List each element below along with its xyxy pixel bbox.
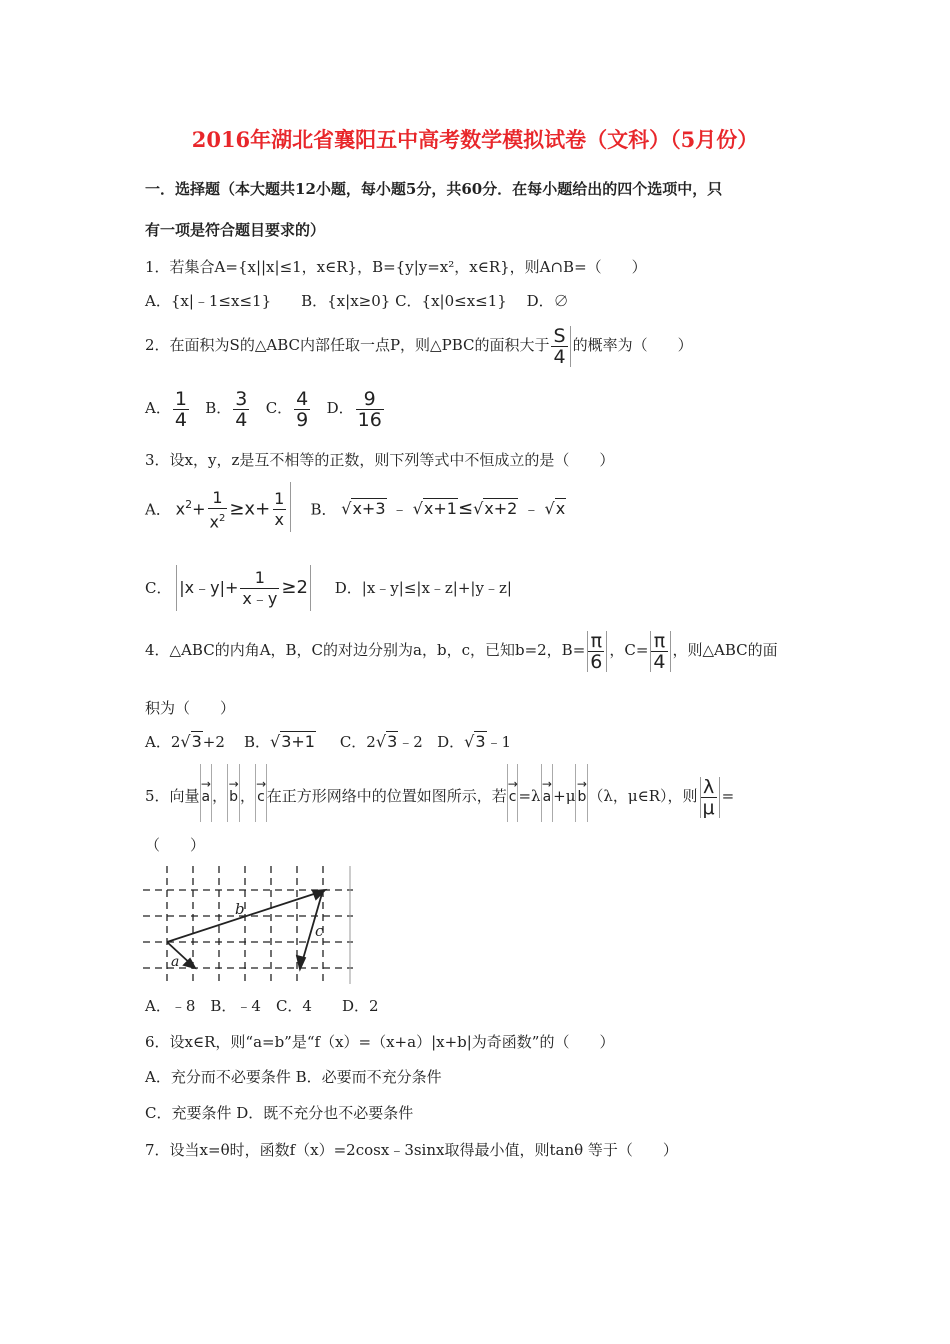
question-3-options-ab: A． $x^2+$ $\frac{1}{x^2}$ ≥x+ $\frac{1}{x}$ B． √x+3 ﹣ √x+1≤√x+2 ﹣ √x (145, 482, 566, 532)
section-header-line1: 一．选择题（本大题共12小题，每小题5分，共60分．在每小题给出的四个选项中，只 (145, 180, 723, 198)
option-c-fraction: $\frac{4}{9}$ (296, 387, 309, 431)
question-1-options: A．{x|﹣1≤x≤1} B．{x|x≥0} C．{x|0≤x≤1} D．∅ (145, 292, 569, 310)
question-6-options-1: A．充分而不必要条件 B．必要而不充分条件 (145, 1068, 442, 1086)
option-c-formula: |x﹣y|+ $\frac{1}{x﹣y}$ ≥2 (176, 565, 311, 611)
fraction-pi-over-4: $\frac{\pi}{4}$ (650, 631, 670, 672)
question-5-paren: （ ） (145, 836, 206, 854)
section-header-line2: 有一项是符合题目要求的） (145, 221, 326, 239)
fraction-pi-over-6: $\frac{\pi}{6}$ (587, 631, 607, 672)
question-3-options-cd: C． |x﹣y|+ $\frac{1}{x﹣y}$ ≥2 D．|x﹣y|≤|x﹣z|+|y﹣z| (145, 565, 512, 611)
vector-a: → a (200, 764, 213, 822)
option-b-fraction: $\frac{3}{4}$ (235, 387, 248, 431)
figure-label-a: a (171, 954, 180, 970)
question-6-options-2: C．充要条件 D．既不充分也不必要条件 (145, 1104, 414, 1122)
vector-grid-figure (143, 866, 355, 986)
option-d-fraction: $\frac{9}{16}$ (357, 387, 382, 431)
question-1-stem: 1．若集合A={x||x|≤1，x∈R}，B={y|y=x²，x∈R}，则A∩B=（ ） (145, 258, 647, 276)
question-4-options: A．2√3+2 B．√3+1 C．2√3﹣2 D．√3﹣1 (145, 732, 512, 751)
figure-label-b: b (235, 900, 245, 918)
question-2-options: A． $\frac{1}{4}$ B． $\frac{3}{4}$ C． $\frac{4}{9}$ D． $\frac{9}{16}$ (145, 387, 382, 431)
figure-label-c: c (315, 922, 324, 940)
option-a-fraction: $\frac{1}{4}$ (174, 387, 187, 431)
option-a-formula: $x^2+$ $\frac{1}{x^2}$ ≥x+ $\frac{1}{x}$ (176, 482, 292, 532)
fraction-lambda-over-mu: $\frac{\lambda}{\mu}$ (700, 777, 720, 818)
question-7-stem: 7．设当x=θ时，函数f（x）=2cosx﹣3sinx取得最小值，则tanθ 等于（ ） (145, 1141, 678, 1159)
question-4-line2: 积为（ ） (145, 699, 236, 717)
question-5-options: A．﹣8 B．﹣4 C．4 D．2 (145, 997, 379, 1015)
question-5-stem: 5．向量→ a ，→ b ，→ c 在正方形网络中的位置如图所示，若→ c =λ→ a +μ→ b （λ，μ∈R），则 $\frac{\lambda}{\mu}$ = (145, 764, 734, 822)
vector-c-arrowhead (297, 956, 305, 969)
question-6-stem: 6．设x∈R，则“a=b”是“f（x）=（x+a）|x+b|为奇函数”的（ ） (145, 1033, 615, 1051)
fraction-s-over-4: $\frac{S}{4}$ (551, 326, 570, 367)
vector-c: → c (255, 764, 267, 822)
question-2-stem: 2．在面积为S的△ABC内部任取一点P，则△PBC的面积大于 $\frac{S}{4}$ 的概率为（ ） (145, 324, 693, 368)
question-4-stem: 4．△ABC的内角A，B，C的对边分别为a，b，c，已知b=2，B= $\frac{\pi}{6}$ ，C= $\frac{\pi}{4}$ ，则△ABC的面 (145, 629, 778, 673)
question-3-stem: 3．设x，y，z是互不相等的正数，则下列等式中不恒成立的是（ ） (145, 451, 615, 469)
page-title: 2016年湖北省襄阳五中高考数学模拟试卷（文科）（5月份） (191, 127, 759, 152)
vector-b: → b (227, 764, 240, 822)
option-b-formula: √x+3 ﹣ √x+1≤√x+2 ﹣ √x (341, 498, 566, 520)
